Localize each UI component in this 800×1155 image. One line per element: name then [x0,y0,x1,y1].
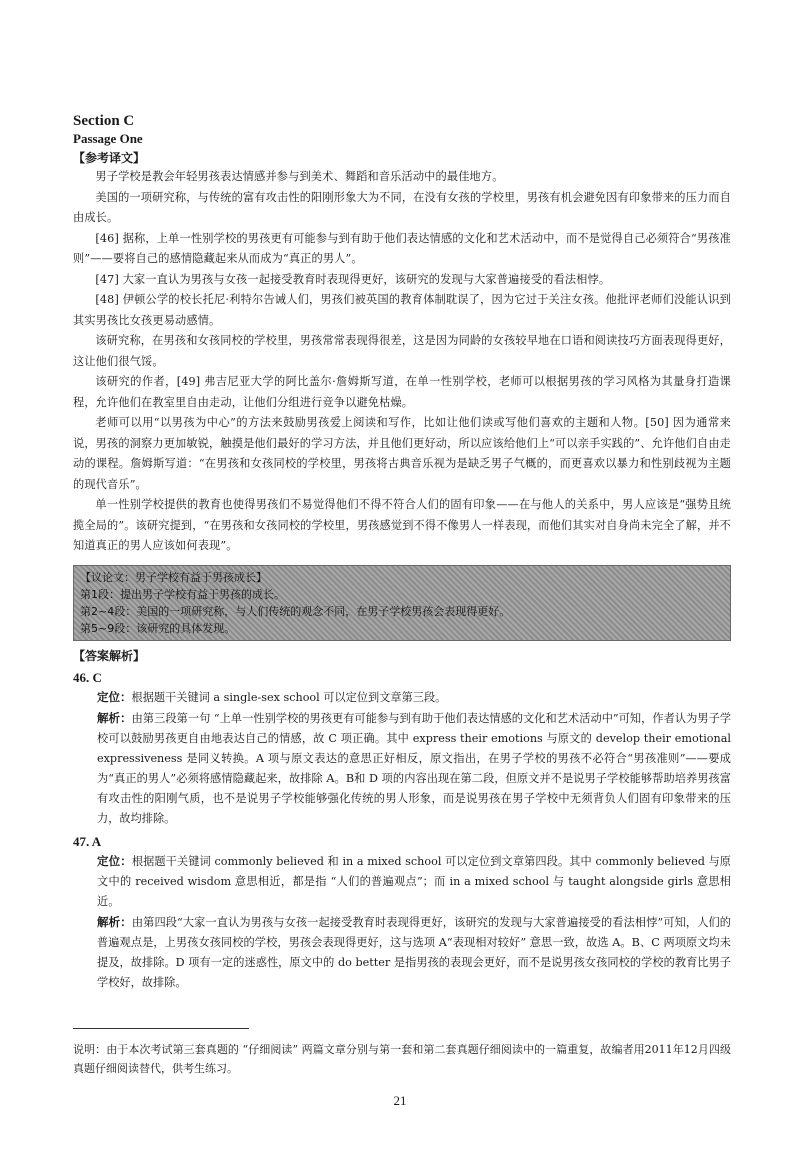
translation-paragraph: [48] 伊顿公学的校长托尼·利特尔告诫人们，男孩们被英国的教育体制耽误了，因为它过于关注女孩。他批评老师们没能认识到其实男孩比女孩更易动感情。 [73,293,731,327]
translation-paragraph: 该研究的作者，[49] 弗吉尼亚大学的阿比盖尔·詹姆斯写道，在单一性别学校，老师可以根据男孩的学习风格为其量身打造课程，允许他们在教室里自由走动，让他们分组进行竞争以避免枯燥。 [73,375,731,409]
outline-item: 第1段：提出男子学校有益于男孩的成长。 [80,587,285,601]
locate-text [73,851,731,912]
outline-box [73,565,731,641]
locate-label: 定位： [97,689,132,704]
translation-paragraph: 美国的一项研究称，与传统的富有攻击性的阳刚形象大为不同，在没有女孩的学校里，男孩有机会避免因有印象带来的压力而自由成长。 [73,190,731,224]
analysis-body: 由第三段第一句 “上单一性别学校的男孩更有可能参与到有助于他们表达情感的文化和艺术活动中”可知，作者认为男子学校可以鼓励男孩更自由地表达自己的情感，故 C 项正确。其中 express their emotions 与原文的 develop their emotional expressiveness 是同义转换。A 项与原文表达的意思正好相反，原文指出，在男子学校的男孩不必符合“男孩准则”——要成为“真正的男人”必须将感情隐藏起来，故排除 A。B和 D 项的内容出现在第二段，但原文并不是说男子学校能够帮助培养男孩富有攻击性的阳刚气质，也不是说男子学校能够强化传统的男人形象，而是说男孩在男子学校中无须背负人们固有印象带来的压力，故均排除。 [97,711,732,825]
outline-title: 【议论文：男子学校有益于男孩成长】 [80,570,267,584]
section-title: Section C [73,113,135,129]
analysis-text [73,912,731,993]
outline-item: 第2~4段：美国的一项研究称，与人们传统的观念不同，在男子学校男孩会表现得更好。 [80,604,511,618]
translation-paragraph: [47] 大家一直认为男孩与女孩一起接受教育时表现得更好，该研究的发现与大家普遍接受的看法相悖。 [95,272,611,286]
answer-label: 【答案解析】 [73,648,146,663]
translation-paragraph: 男子学校是教会年轻男孩表达情感并参与到美术、舞蹈和音乐活动中的最佳地方。 [95,170,504,183]
footnote-divider [73,1028,249,1029]
analysis-label: 解析： [97,914,132,929]
analysis-text [73,708,731,829]
outline-item: 第5~9段：该研究的具体发现。 [80,621,236,635]
page-content [73,112,731,993]
passage-title: Passage One [73,131,143,146]
question-number: 46. C [73,669,102,685]
footnote: 说明：由于本次考试第三套真题的 “仔细阅读” 两篇文章分别与第一套和第二套真题仔细阅读中的一篇重复，故编者用2011年12月四级真题仔细阅读替代，供考生练习。 [73,1043,731,1075]
translation-paragraph: 该研究称，在男孩和女孩同校的学校里，男孩常常表现得很差，这是因为同龄的女孩较早地在口语和阅读技巧方面表现得更好，这让他们很气馁。 [73,334,731,368]
locate-body: 根据题干关键词 a single-sex school 可以定位到文章第三段。 [131,690,447,704]
translation-label: 【参考译文】 [73,151,146,165]
answer-47 [73,832,731,993]
translation-paragraph: 单一性别学校提供的教育也使得男孩们不易觉得他们不得不符合人们的固有印象——在与他人的关系中，男人应该是“强势且统揽全局的”。该研究提到，“在男孩和女孩同校的学校里，男孩感觉到不得不像男人一样表现，而他们其实对自身尚未完全了解，并不知道真正的男人应该如何表现”。 [73,498,731,552]
answer-46 [73,668,731,829]
locate-label: 定位： [97,853,132,868]
translation-paragraph: [46] 据称，上单一性别学校的男孩更有可能参与到有助于他们表达情感的文化和艺术活动中，而不是觉得自己必须符合“男孩准则”——要将自己的感情隐藏起来从而成为“真正的男人”。 [73,231,731,265]
locate-body: 根据题干关键词 commonly believed 和 in a mixed school 可以定位到文章第四段。其中 commonly believed 与原文中的 received wisdom 意思相近，都是指 “人们的普遍观点”；而 in a mixed school 与 taught alongside girls 意思相近。 [97,854,731,908]
locate-text [73,687,731,708]
analysis-body: 由第四段“大家一直认为男孩与女孩一起接受教育时表现得更好，该研究的发现与大家普遍接受的看法相悖”可知，人们的普遍观点是，上男孩女孩同校的学校，男孩会表现得更好，这与选项 A“表现相对较好” 意思一致，故选 A。B、C 两项原文均未提及，故排除。D 项有一定的迷惑性，原文中的 do better 是指男孩的表现会更好，而不是说男孩女孩同校的学校的教育比男子学校好，故排除。 [97,915,731,989]
translation-paragraph: 老师可以用“以男孩为中心”的方法来鼓励男孩爱上阅读和写作，比如让他们读或写他们喜欢的主题和人物。[50] 因为通常来说，男孩的洞察力更加敏锐，触摸是他们最好的学习方法，并且他们更好动，所以应该给他们上“可以亲手实践的”、允许他们自由走动的课程。詹姆斯写道：“在男孩和女孩同校的学校里，男孩将古典音乐视为是缺乏男子气概的，而更喜欢以暴力和性别歧视为主题的现代音乐”。 [73,416,731,491]
question-number: 47. A [73,833,102,849]
page-number: 21 [393,1093,407,1108]
analysis-label: 解析： [97,710,132,725]
